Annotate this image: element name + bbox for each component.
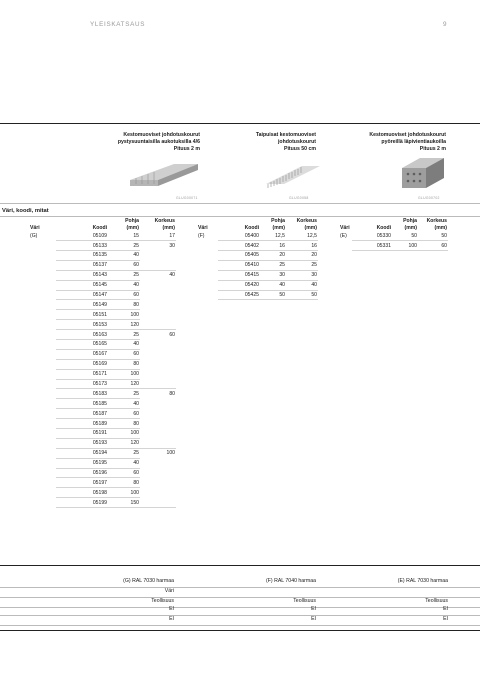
row-base: 100: [108, 429, 140, 439]
row-base: 60: [108, 409, 140, 419]
row-height: [140, 488, 176, 498]
row-base: 25: [108, 330, 140, 340]
row-color: [0, 349, 56, 359]
row-color: [0, 359, 56, 369]
table-row: [0, 409, 176, 419]
top-rule: [0, 123, 480, 124]
row-base: 80: [108, 419, 140, 429]
table-row: [0, 241, 176, 251]
table-row: [0, 468, 176, 478]
row-code: 05135: [56, 250, 108, 260]
row-base: 40: [260, 280, 286, 290]
row-code: 05191: [56, 429, 108, 439]
row-height: [140, 429, 176, 439]
table-row: [0, 339, 176, 349]
summary-r4-e: EI: [443, 616, 448, 622]
row-height: 50: [418, 231, 448, 240]
col-color: Väri: [340, 224, 350, 231]
row-color: [0, 429, 56, 439]
table-row: [0, 389, 176, 399]
col-height: Korkeus (mm): [154, 218, 175, 231]
row-color: [0, 320, 56, 330]
row-color: [0, 241, 56, 251]
row-height: [140, 310, 176, 320]
table-row: [176, 250, 318, 260]
row-code: 05330: [352, 231, 392, 240]
row-code: 05195: [56, 458, 108, 468]
row-height: 16: [286, 241, 318, 251]
row-base: 60: [108, 290, 140, 300]
duct-slotted-image: [128, 158, 200, 188]
table-row: [176, 270, 318, 280]
row-color: (G): [30, 232, 38, 239]
row-color: [0, 270, 56, 280]
row-height: 60: [169, 331, 175, 338]
col-base: Pohja (mm): [403, 218, 417, 231]
row-height: [140, 349, 176, 359]
row-height: [140, 359, 176, 369]
row-color: (E): [340, 232, 347, 239]
row-base: 60: [108, 468, 140, 478]
duct-flexible-image: [262, 160, 322, 190]
table-row: [0, 270, 176, 280]
summary-r3-f: EI: [311, 606, 316, 612]
table-row: [0, 359, 176, 369]
row-code: 05137: [56, 260, 108, 270]
page-number: 9: [443, 21, 448, 28]
row-code: 05189: [56, 419, 108, 429]
summary-r4-f: EI: [311, 616, 316, 622]
row-color: [0, 488, 56, 498]
table-f: [176, 218, 318, 300]
row-height: [140, 320, 176, 330]
row-height: 30: [169, 242, 175, 249]
row-height: [140, 260, 176, 270]
table-row: [176, 290, 318, 300]
row-height: [140, 379, 176, 389]
row-height: 80: [169, 391, 175, 398]
row-color: [0, 290, 56, 300]
row-base: 12,5: [260, 231, 286, 240]
row-code: 05187: [56, 409, 108, 419]
row-color: [0, 389, 56, 399]
row-color: [176, 270, 218, 280]
summary-industry-g: Teollisuus: [151, 598, 174, 604]
table-row: [0, 429, 176, 439]
row-base: 120: [108, 320, 140, 330]
table-row: [0, 260, 176, 270]
row-height: [140, 280, 176, 290]
table-row: [0, 399, 176, 409]
row-code: 05410: [218, 260, 260, 270]
row-base: 80: [108, 478, 140, 488]
row-height: [140, 498, 176, 508]
summary-industry-f: Teollisuus: [293, 598, 316, 604]
row-code: 05402: [218, 241, 260, 251]
summary-vari-row: [0, 588, 480, 598]
row-height: [140, 468, 176, 478]
product-code-e: GLUG00702: [418, 196, 440, 200]
col-color: Väri: [198, 224, 208, 231]
row-code: 05196: [56, 468, 108, 478]
row-base: 20: [260, 250, 286, 260]
row-code: 05109: [56, 231, 108, 240]
table-row: [0, 250, 176, 260]
row-code: 05198: [56, 488, 108, 498]
duct-round-holes-image: [398, 156, 448, 190]
summary-col-e: (E) RAL 7030 harmaa: [397, 578, 448, 584]
col-base: Pohja (mm): [271, 218, 285, 231]
row-base: 100: [108, 310, 140, 320]
row-base: 40: [108, 250, 140, 260]
row-code: 05185: [56, 399, 108, 409]
summary-r3-e: EI: [443, 606, 448, 612]
row-color: [176, 280, 218, 290]
row-color: [0, 399, 56, 409]
row-height: 50: [286, 290, 318, 300]
row-code: 05171: [56, 369, 108, 379]
row-height: 60: [418, 241, 448, 251]
row-height: [140, 369, 176, 379]
product-code-f: GLUG0058: [289, 196, 309, 200]
col-code: Koodi: [244, 224, 259, 231]
row-code: 05183: [56, 389, 108, 399]
row-height: [140, 409, 176, 419]
row-height: 40: [286, 280, 318, 290]
row-base: 50: [260, 290, 286, 300]
row-color: [0, 409, 56, 419]
row-color: [176, 290, 218, 300]
row-color: [0, 498, 56, 508]
product-caption-e: Kestomuoviset johdotuskourut pyöreillä läpivientiaukoilla Pituus 2 m: [369, 132, 446, 152]
summary-r3-g: EI: [169, 606, 174, 612]
row-base: 40: [108, 458, 140, 468]
row-color: [0, 280, 56, 290]
summary-vari-label: Väri: [164, 588, 174, 594]
table-row: [0, 379, 176, 389]
row-code: 05145: [56, 280, 108, 290]
row-base: 25: [108, 448, 140, 458]
section-title: Väri, koodi, mitat: [2, 208, 49, 214]
row-height: [140, 438, 176, 448]
row-height: [140, 478, 176, 488]
table-row: [0, 330, 176, 340]
summary-bottom-rule: [0, 630, 480, 631]
table-row: [176, 241, 318, 251]
row-color: [176, 241, 218, 251]
row-color: [176, 250, 218, 260]
table-row: [0, 498, 176, 508]
col-base: Pohja (mm): [125, 218, 139, 231]
row-color: [0, 369, 56, 379]
summary-row-4: [0, 616, 480, 626]
section-divider: [0, 216, 480, 217]
table-row: [0, 290, 176, 300]
row-color: [0, 458, 56, 468]
row-code: 05165: [56, 339, 108, 349]
row-color: [0, 250, 56, 260]
row-color: [0, 300, 56, 310]
table-row: [0, 419, 176, 429]
row-color: [0, 438, 56, 448]
row-color: [0, 478, 56, 488]
table-row: [0, 488, 176, 498]
row-code: 05425: [218, 290, 260, 300]
row-height: [140, 290, 176, 300]
col-code: Koodi: [376, 224, 391, 231]
row-height: 17: [140, 231, 176, 240]
row-code: 05133: [56, 241, 108, 251]
row-height: 30: [286, 270, 318, 280]
table-row: [318, 231, 448, 240]
summary-col-g: (G) RAL 7030 harmaa: [123, 578, 174, 584]
row-color: [0, 379, 56, 389]
row-code: 05199: [56, 498, 108, 508]
col-color: Väri: [30, 224, 40, 231]
row-code: 05405: [218, 250, 260, 260]
row-color: [318, 241, 352, 251]
row-code: 05153: [56, 320, 108, 330]
product-caption-f: Taipuisat kestomuoviset johdotuskourut Pituus 50 cm: [255, 132, 316, 152]
col-code: Koodi: [92, 224, 107, 231]
product-code-g: GLUG00071: [176, 196, 198, 200]
row-color: [0, 260, 56, 270]
table-row: [176, 231, 318, 240]
row-color: [0, 448, 56, 458]
row-code: 05169: [56, 359, 108, 369]
row-height: 20: [286, 250, 318, 260]
row-base: 60: [108, 260, 140, 270]
table-e: [318, 218, 448, 251]
table-row: [0, 448, 176, 458]
row-code: 05194: [56, 448, 108, 458]
table-row: [0, 280, 176, 290]
table-row: [176, 280, 318, 290]
row-base: 40: [108, 280, 140, 290]
row-base: 30: [260, 270, 286, 280]
row-color: [0, 330, 56, 340]
row-height: 25: [286, 260, 318, 270]
row-color: [0, 339, 56, 349]
row-code: 05167: [56, 349, 108, 359]
row-base: 25: [108, 389, 140, 399]
row-code: 05331: [352, 241, 392, 251]
row-height: [140, 339, 176, 349]
row-base: 25: [108, 241, 140, 251]
row-height: 12,5: [286, 231, 318, 240]
row-base: 16: [260, 241, 286, 251]
summary-top-rule: [0, 565, 480, 566]
row-color: [0, 468, 56, 478]
table-row: [0, 458, 176, 468]
row-base: 120: [108, 379, 140, 389]
table-row: [0, 310, 176, 320]
row-base: 50: [392, 231, 418, 240]
row-code: 05143: [56, 270, 108, 280]
row-height: [140, 250, 176, 260]
table-row: [176, 260, 318, 270]
row-color: (F): [198, 232, 205, 239]
table-row: [318, 241, 448, 251]
header-title: YLEISKATSAUS: [90, 21, 146, 28]
row-code: 05197: [56, 478, 108, 488]
table-row: [0, 478, 176, 488]
row-base: 120: [108, 438, 140, 448]
row-base: 150: [108, 498, 140, 508]
row-height: [140, 300, 176, 310]
summary-col-f: (F) RAL 7040 harmaa: [266, 578, 316, 584]
table-g: [0, 218, 176, 508]
row-base: 25: [260, 260, 286, 270]
row-base: 100: [108, 488, 140, 498]
summary-header-row: [0, 578, 480, 588]
summary-r4-g: EI: [169, 616, 174, 622]
table-row: [0, 231, 176, 240]
row-height: [140, 458, 176, 468]
row-base: 60: [108, 349, 140, 359]
row-height: [140, 399, 176, 409]
row-code: 05149: [56, 300, 108, 310]
row-height: 40: [169, 272, 175, 279]
row-code: 05415: [218, 270, 260, 280]
col-height: Korkeus (mm): [296, 218, 317, 231]
row-code: 05151: [56, 310, 108, 320]
row-code: 05147: [56, 290, 108, 300]
row-code: 05163: [56, 330, 108, 340]
row-base: 80: [108, 359, 140, 369]
row-height: [140, 419, 176, 429]
row-height: 100: [166, 450, 175, 457]
table-row: [0, 438, 176, 448]
row-code: 05420: [218, 280, 260, 290]
caption-divider: [0, 203, 480, 204]
table-row: [0, 320, 176, 330]
summary-row-3: [0, 606, 480, 616]
row-code: 05173: [56, 379, 108, 389]
row-base: 40: [108, 399, 140, 409]
row-code: 05400: [218, 231, 260, 240]
row-color: [0, 310, 56, 320]
row-color: [176, 260, 218, 270]
table-row: [0, 349, 176, 359]
row-code: 05193: [56, 438, 108, 448]
row-base: 25: [108, 270, 140, 280]
table-row: [0, 369, 176, 379]
summary-industry-e: Teollisuus: [425, 598, 448, 604]
row-base: 100: [392, 241, 418, 251]
row-base: 80: [108, 300, 140, 310]
row-base: 15: [108, 231, 140, 240]
row-base: 40: [108, 339, 140, 349]
table-row: [0, 300, 176, 310]
product-caption-g: Kestomuoviset johdotuskourut pystysuuntaisilla aukotuksilla 4/6 Pituus 2 m: [117, 132, 200, 152]
row-base: 100: [108, 369, 140, 379]
col-height: Korkeus (mm): [426, 218, 447, 231]
row-color: [0, 419, 56, 429]
